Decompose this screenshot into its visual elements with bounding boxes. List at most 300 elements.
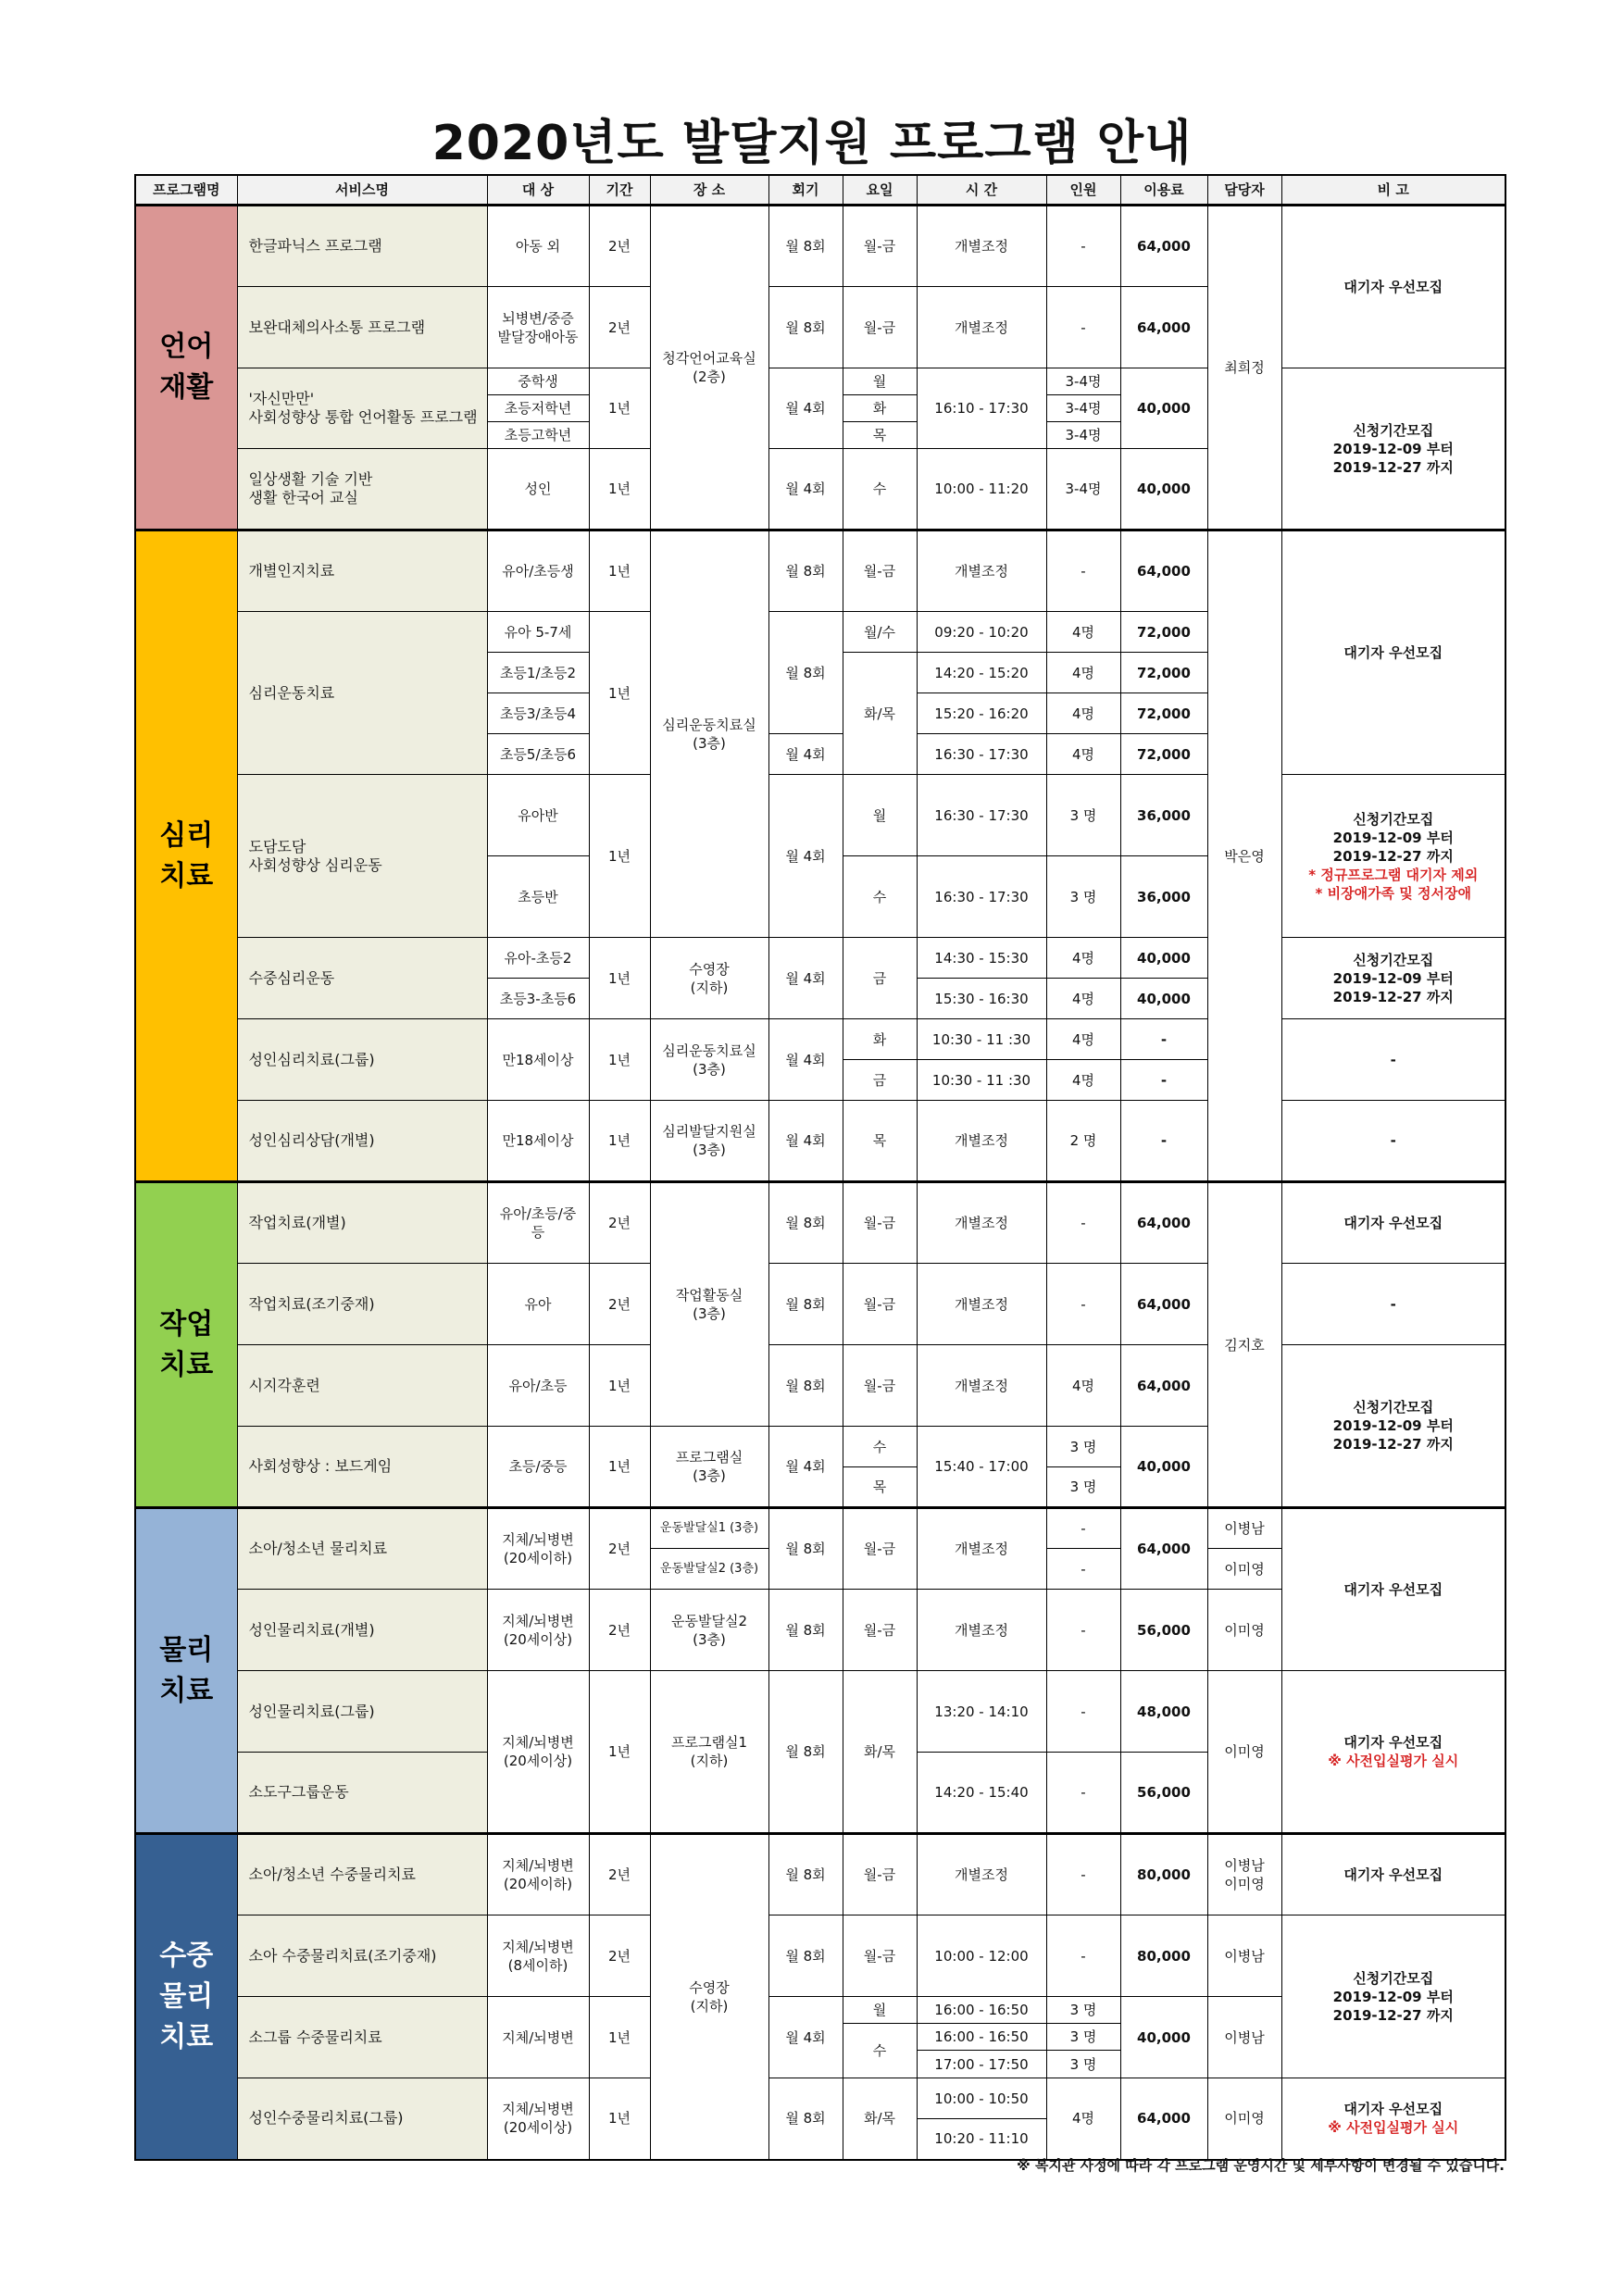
category-language — [135, 206, 237, 530]
period-cell: 1년 — [589, 1427, 650, 1508]
target-cell — [487, 1182, 589, 1264]
fee-cell: 64,000 — [1120, 1264, 1207, 1345]
time-cell: 17:00 - 17:50 — [917, 2051, 1046, 2078]
sessions-cell: 월 8회 — [768, 1264, 843, 1345]
sessions-cell: 월 8회 — [768, 1345, 843, 1427]
fee-cell: 72,000 — [1120, 693, 1207, 734]
capacity-cell: 3 명 — [1046, 2024, 1120, 2051]
place-cell — [650, 206, 768, 530]
staff-cell: 이미영 — [1207, 2078, 1281, 2160]
note-text: * 비장애가족 및 정서장애 — [1315, 884, 1471, 902]
fee-cell: - — [1120, 1019, 1207, 1060]
note-cell — [1281, 1915, 1505, 2078]
fee-cell: 56,000 — [1120, 1753, 1207, 1834]
note-cell — [1281, 938, 1505, 1019]
note-text: 2019-12-27 까지 — [1332, 1436, 1454, 1453]
target-cell: 초등3-초등6 — [487, 979, 589, 1019]
target-cell — [487, 287, 589, 368]
capacity-cell: 3 명 — [1046, 775, 1120, 856]
period-cell: 1년 — [589, 775, 650, 938]
staff-cell: 이미영 — [1207, 1549, 1281, 1590]
target-cell — [487, 1915, 589, 1997]
capacity-cell: - — [1046, 1753, 1120, 1834]
capacity-cell: 3 명 — [1046, 1997, 1120, 2024]
service-name: 소도구그룹운동 — [237, 1753, 487, 1834]
fee-cell: 72,000 — [1120, 612, 1207, 653]
table-row — [135, 1834, 1505, 1915]
page-title: 2020년도 발달지원 프로그램 안내 — [431, 116, 1193, 171]
days-cell: 월-금 — [843, 1834, 917, 1915]
time-cell: 09:20 - 10:20 — [917, 612, 1046, 653]
days-cell: 수 — [843, 449, 917, 530]
note-cell — [1281, 368, 1505, 530]
capacity-cell: 3-4명 — [1046, 449, 1120, 530]
staff-cell: 박은영 — [1207, 530, 1281, 1182]
period-cell: 2년 — [589, 1834, 650, 1915]
note-text: 2019-12-09 부터 — [1332, 829, 1454, 846]
days-cell: 수 — [843, 2024, 917, 2078]
time-cell: 10:00 - 11:20 — [917, 449, 1046, 530]
fee-cell: 80,000 — [1120, 1915, 1207, 1997]
sessions-cell: 월 8회 — [768, 206, 843, 287]
table-row — [135, 1101, 1505, 1142]
place-text: 청각언어교육실 — [662, 350, 756, 367]
service-name: 심리운동치료 — [237, 612, 487, 775]
note-cell: - — [1281, 1019, 1505, 1101]
time-cell: 10:00 - 12:00 — [917, 1915, 1046, 1997]
place-text: 수영장 — [689, 1978, 730, 1996]
capacity-cell: 4명 — [1046, 2078, 1120, 2160]
capacity-cell: - — [1046, 1182, 1120, 1264]
period-cell: 1년 — [589, 938, 650, 1019]
place-cell — [650, 1671, 768, 1834]
header-cell: 서비스명 — [237, 175, 487, 206]
note-cell: 대기자 우선모집 — [1281, 1182, 1505, 1264]
sessions-cell: 월 8회 — [768, 1671, 843, 1834]
days-cell: 금 — [843, 1060, 917, 1101]
service-text: 일상생활 기술 기반 — [248, 470, 373, 488]
target-text: 발달장애아동 — [497, 328, 579, 345]
table-row — [135, 1264, 1505, 1345]
place-cell — [650, 530, 768, 938]
time-cell: 13:20 - 14:10 — [917, 1671, 1046, 1753]
sessions-cell: 월 8회 — [768, 612, 843, 734]
days-cell: 월-금 — [843, 1345, 917, 1427]
target-cell: 유아/초등 — [487, 1345, 589, 1427]
target-cell: 만18세이상 — [487, 1019, 589, 1101]
time-cell: 15:40 - 17:00 — [917, 1427, 1046, 1508]
capacity-cell: 4명 — [1046, 1019, 1120, 1060]
period-cell: 2년 — [589, 1590, 650, 1671]
target-cell: 초등저학년 — [487, 395, 589, 422]
note-cell — [1281, 2078, 1505, 2160]
sessions-cell: 월 8회 — [768, 1834, 843, 1915]
note-text: 대기자 우선모집 — [1343, 1734, 1443, 1751]
note-text: 2019-12-09 부터 — [1332, 440, 1454, 457]
fee-cell: 40,000 — [1120, 938, 1207, 979]
note-text: 신청기간모집 — [1353, 421, 1434, 439]
program-table — [134, 174, 1506, 2161]
category-label: 치료 — [159, 2020, 214, 2053]
sessions-cell: 월 4회 — [768, 775, 843, 938]
days-cell: 월-금 — [843, 1508, 917, 1590]
fee-cell: 80,000 — [1120, 1834, 1207, 1915]
capacity-cell: 3-4명 — [1046, 368, 1120, 395]
fee-cell: 64,000 — [1120, 206, 1207, 287]
header-cell: 장 소 — [650, 175, 768, 206]
note-text: 대기자 우선모집 — [1343, 2101, 1443, 2118]
days-cell: 월-금 — [843, 1590, 917, 1671]
sessions-cell: 월 4회 — [768, 1101, 843, 1182]
service-name: 보완대체의사소통 프로그램 — [237, 287, 487, 368]
category-label: 치료 — [159, 859, 214, 892]
note-cell: 대기자 우선모집 — [1281, 1834, 1505, 1915]
place-cell — [650, 1182, 768, 1427]
table-row — [135, 1671, 1505, 1753]
category-occupational — [135, 1182, 237, 1508]
time-cell: 16:30 - 17:30 — [917, 856, 1046, 938]
category-label: 수중 — [159, 1939, 214, 1972]
table-row — [135, 2078, 1505, 2119]
fee-cell: 64,000 — [1120, 530, 1207, 612]
target-cell: 만18세이상 — [487, 1101, 589, 1182]
place-cell — [650, 1101, 768, 1182]
table-row — [135, 530, 1505, 612]
service-name: 성인수중물리치료(그룹) — [237, 2078, 487, 2160]
capacity-cell: 3 명 — [1046, 856, 1120, 938]
place-text: 작업활동실 — [675, 1287, 743, 1304]
target-cell: 초등반 — [487, 856, 589, 938]
fee-cell: 56,000 — [1120, 1590, 1207, 1671]
capacity-cell: - — [1046, 206, 1120, 287]
staff-cell: 이병남 — [1207, 1915, 1281, 1997]
target-cell: 유아 — [487, 1264, 589, 1345]
capacity-cell: - — [1046, 1590, 1120, 1671]
header-cell: 비 고 — [1281, 175, 1505, 206]
staff-text: 이미영 — [1224, 1876, 1265, 1892]
time-cell: 15:30 - 16:30 — [917, 979, 1046, 1019]
period-cell: 1년 — [589, 1671, 650, 1834]
target-cell: 유아반 — [487, 775, 589, 856]
service-text: 도담도담 — [248, 837, 306, 855]
fee-cell: - — [1120, 1101, 1207, 1182]
fee-cell: 64,000 — [1120, 287, 1207, 368]
target-text: (20세이상) — [503, 1753, 573, 1769]
service-name: 수중심리운동 — [237, 938, 487, 1019]
capacity-cell: - — [1046, 287, 1120, 368]
target-cell — [487, 1508, 589, 1590]
capacity-cell: 3-4명 — [1046, 395, 1120, 422]
time-cell: 16:30 - 17:30 — [917, 775, 1046, 856]
capacity-cell: - — [1046, 1508, 1120, 1549]
header-cell: 프로그램명 — [135, 175, 237, 206]
days-cell: 목 — [843, 1467, 917, 1508]
note-text: 2019-12-27 까지 — [1332, 2006, 1454, 2024]
time-cell: 16:00 - 16:50 — [917, 1997, 1046, 2024]
sessions-cell: 월 4회 — [768, 368, 843, 449]
header-cell: 담당자 — [1207, 175, 1281, 206]
capacity-cell: 3-4명 — [1046, 422, 1120, 449]
target-text: 지체/뇌병변 — [502, 2101, 574, 2118]
service-name: 소아/청소년 수중물리치료 — [237, 1834, 487, 1915]
service-name — [237, 775, 487, 938]
fee-cell: 36,000 — [1120, 856, 1207, 938]
sessions-cell: 월 4회 — [768, 449, 843, 530]
place-cell — [650, 938, 768, 1019]
service-name: 개별인지치료 — [237, 530, 487, 612]
sessions-cell: 월 4회 — [768, 1997, 843, 2078]
note-text: 신청기간모집 — [1353, 810, 1434, 828]
time-cell: 14:20 - 15:20 — [917, 653, 1046, 693]
capacity-cell: 3 명 — [1046, 1427, 1120, 1467]
time-cell: 개별조정 — [917, 1264, 1046, 1345]
period-cell: 1년 — [589, 2078, 650, 2160]
service-name: 시지각훈련 — [237, 1345, 487, 1427]
place-floor: (3층) — [693, 1467, 726, 1484]
note-cell — [1281, 1345, 1505, 1508]
table-row — [135, 206, 1505, 287]
note-text: ※ 사전입실평가 실시 — [1328, 2119, 1459, 2137]
days-cell: 월-금 — [843, 287, 917, 368]
place-text: 운동발달실2 — [671, 1612, 747, 1629]
period-cell: 1년 — [589, 449, 650, 530]
days-cell: 수 — [843, 856, 917, 938]
target-cell: 초등5/초등6 — [487, 734, 589, 775]
category-label: 물리 — [159, 1633, 214, 1666]
target-text: (20세이하) — [503, 1550, 573, 1566]
period-cell: 2년 — [589, 1264, 650, 1345]
days-cell: 월-금 — [843, 1264, 917, 1345]
target-cell: 성인 — [487, 449, 589, 530]
staff-cell: 이미영 — [1207, 1671, 1281, 1834]
target-cell: 아동 외 — [487, 206, 589, 287]
table-row — [135, 1019, 1505, 1060]
target-text: (20세이상) — [503, 1630, 573, 1648]
category-label: 작업 — [159, 1307, 214, 1341]
time-cell: 10:00 - 10:50 — [917, 2078, 1046, 2119]
sessions-cell: 월 4회 — [768, 1019, 843, 1101]
target-cell — [487, 1590, 589, 1671]
fee-cell: 40,000 — [1120, 1427, 1207, 1508]
header-cell: 기간 — [589, 175, 650, 206]
header-cell: 대 상 — [487, 175, 589, 206]
days-cell: 월 — [843, 368, 917, 395]
capacity-cell: 3 명 — [1046, 2051, 1120, 2078]
capacity-cell: 4명 — [1046, 979, 1120, 1019]
target-cell: 중학생 — [487, 368, 589, 395]
fee-cell: 48,000 — [1120, 1671, 1207, 1753]
note-text: 2019-12-27 까지 — [1332, 458, 1454, 476]
time-cell: 16:30 - 17:30 — [917, 734, 1046, 775]
time-cell: 개별조정 — [917, 1182, 1046, 1264]
capacity-cell: - — [1046, 1834, 1120, 1915]
fee-cell: 72,000 — [1120, 653, 1207, 693]
table-row — [135, 775, 1505, 856]
place-text: 심리발달지원실 — [662, 1123, 756, 1140]
sessions-cell: 월 8회 — [768, 1182, 843, 1264]
category-aquatic — [135, 1834, 237, 2160]
note-text: ※ 사전입실평가 실시 — [1328, 1753, 1459, 1769]
place-floor: (3층) — [693, 735, 726, 752]
capacity-cell: - — [1046, 1915, 1120, 1997]
staff-cell: 이병남 — [1207, 1508, 1281, 1549]
sessions-cell: 월 8회 — [768, 530, 843, 612]
service-text: 생활 한국어 교실 — [248, 489, 358, 506]
target-text: 지체/뇌병변 — [502, 1531, 574, 1548]
table-row — [135, 368, 1505, 395]
note-cell — [1281, 775, 1505, 938]
days-cell: 월-금 — [843, 530, 917, 612]
place-text: 심리운동치료실 — [662, 717, 756, 733]
service-name: 성인물리치료(개별) — [237, 1590, 487, 1671]
target-cell — [487, 1834, 589, 1915]
days-cell: 월 — [843, 775, 917, 856]
target-cell: 유아 5-7세 — [487, 612, 589, 653]
capacity-cell: 4명 — [1046, 734, 1120, 775]
capacity-cell: - — [1046, 1549, 1120, 1590]
fee-cell: 64,000 — [1120, 1508, 1207, 1590]
category-physical — [135, 1508, 237, 1834]
period-cell: 1년 — [589, 368, 650, 449]
place-floor: (3층) — [693, 1630, 726, 1648]
time-cell: 10:20 - 11:10 — [917, 2119, 1046, 2160]
time-cell: 개별조정 — [917, 1508, 1046, 1590]
service-name: 성인심리치료(그룹) — [237, 1019, 487, 1101]
period-cell: 1년 — [589, 1345, 650, 1427]
period-cell: 1년 — [589, 1019, 650, 1101]
time-cell: 16:00 - 16:50 — [917, 2024, 1046, 2051]
time-cell: 15:20 - 16:20 — [917, 693, 1046, 734]
note-text: 신청기간모집 — [1353, 1969, 1434, 1987]
note-text: 2019-12-27 까지 — [1332, 988, 1454, 1005]
category-label: 치료 — [159, 1674, 214, 1707]
header-cell: 요일 — [843, 175, 917, 206]
fee-cell: 40,000 — [1120, 1997, 1207, 2078]
fee-cell: 64,000 — [1120, 1345, 1207, 1427]
footnote: ※ 복지관 사정에 따라 각 프로그램 운영시간 및 세부사항이 변경될 수 있습니다. — [1017, 2157, 1505, 2174]
time-cell: 개별조정 — [917, 530, 1046, 612]
place-cell: 운동발달실2 (3층) — [650, 1549, 768, 1590]
target-text: (20세이하) — [503, 1876, 573, 1892]
fee-cell: 64,000 — [1120, 1182, 1207, 1264]
sessions-cell: 월 8회 — [768, 1915, 843, 1997]
service-name: 소아/청소년 물리치료 — [237, 1508, 487, 1590]
place-floor: (3층) — [693, 1060, 726, 1078]
note-cell: 대기자 우선모집 — [1281, 1508, 1505, 1671]
category-label: 치료 — [159, 1348, 214, 1381]
sessions-cell: 월 8회 — [768, 2078, 843, 2160]
target-text: 지체/뇌병변 — [502, 1612, 574, 1629]
days-cell: 목 — [843, 422, 917, 449]
target-cell: 초등고학년 — [487, 422, 589, 449]
time-cell: 개별조정 — [917, 1834, 1046, 1915]
table-row — [135, 1915, 1505, 1997]
fee-cell: 40,000 — [1120, 368, 1207, 449]
target-text: (8세이하) — [507, 1956, 568, 1974]
capacity-cell: - — [1046, 1671, 1120, 1753]
header-cell: 회기 — [768, 175, 843, 206]
note-cell: 대기자 우선모집 — [1281, 530, 1505, 775]
place-text: 심리운동치료실 — [662, 1042, 756, 1059]
category-label: 재활 — [159, 371, 214, 404]
service-name: 성인심리상담(개별) — [237, 1101, 487, 1182]
place-floor: (지하) — [690, 979, 729, 996]
target-text: 뇌병변/중증 — [502, 309, 574, 327]
place-cell — [650, 1427, 768, 1508]
place-text: 프로그램실1 — [671, 1734, 747, 1751]
time-cell: 14:20 - 15:40 — [917, 1753, 1046, 1834]
time-cell: 개별조정 — [917, 206, 1046, 287]
period-cell: 2년 — [589, 206, 650, 287]
table-row — [135, 938, 1505, 979]
service-name — [237, 368, 487, 449]
table-header-row — [135, 175, 1505, 206]
sessions-cell: 월 4회 — [768, 938, 843, 1019]
staff-cell: 김지호 — [1207, 1182, 1281, 1508]
target-text: 지체/뇌병변 — [502, 1938, 574, 1955]
place-cell: 운동발달실1 (3층) — [650, 1508, 768, 1549]
target-text: (20세이상) — [503, 2119, 573, 2137]
days-cell: 금 — [843, 938, 917, 1019]
category-label: 심리 — [159, 818, 214, 852]
service-name: 사회성향상 : 보드게임 — [237, 1427, 487, 1508]
place-floor: (3층) — [693, 1305, 726, 1322]
period-cell: 1년 — [589, 1997, 650, 2078]
time-cell: 개별조정 — [917, 1590, 1046, 1671]
place-cell — [650, 1590, 768, 1671]
days-cell: 화 — [843, 1019, 917, 1060]
table-row — [135, 1508, 1505, 1549]
fee-cell: 64,000 — [1120, 2078, 1207, 2160]
note-cell: - — [1281, 1101, 1505, 1182]
period-cell: 2년 — [589, 1508, 650, 1590]
capacity-cell: 4명 — [1046, 1345, 1120, 1427]
note-cell: - — [1281, 1264, 1505, 1345]
target-cell: 초등/중등 — [487, 1427, 589, 1508]
target-text: 유아/초등/중 — [499, 1205, 577, 1222]
fee-cell: - — [1120, 1060, 1207, 1101]
period-cell: 1년 — [589, 612, 650, 775]
staff-text: 이병남 — [1224, 1857, 1265, 1874]
service-name: 소그룹 수중물리치료 — [237, 1997, 487, 2078]
period-cell: 1년 — [589, 530, 650, 612]
fee-cell: 40,000 — [1120, 449, 1207, 530]
place-cell — [650, 1834, 768, 2160]
time-cell: 14:30 - 15:30 — [917, 938, 1046, 979]
days-cell: 화/목 — [843, 1671, 917, 1834]
time-cell: 개별조정 — [917, 287, 1046, 368]
fee-cell: 72,000 — [1120, 734, 1207, 775]
place-text: 프로그램실 — [675, 1449, 743, 1466]
service-name: 작업치료(개별) — [237, 1182, 487, 1264]
place-floor: (지하) — [690, 1997, 729, 2015]
place-floor: (3층) — [693, 1142, 726, 1158]
days-cell: 수 — [843, 1427, 917, 1467]
sessions-cell: 월 4회 — [768, 734, 843, 775]
target-cell: 초등3/초등4 — [487, 693, 589, 734]
note-text: 신청기간모집 — [1353, 951, 1434, 968]
table-row — [135, 1345, 1505, 1427]
time-cell: 16:10 - 17:30 — [917, 368, 1046, 449]
target-cell: 유아/초등생 — [487, 530, 589, 612]
target-text: 등 — [531, 1224, 545, 1241]
note-text: * 정규프로그램 대기자 제외 — [1308, 866, 1479, 883]
target-cell: 지체/뇌병변 — [487, 1997, 589, 2078]
target-cell: 유아-초등2 — [487, 938, 589, 979]
capacity-cell: 3 명 — [1046, 1467, 1120, 1508]
note-text: 2019-12-27 까지 — [1332, 847, 1454, 865]
capacity-cell: 4명 — [1046, 1060, 1120, 1101]
